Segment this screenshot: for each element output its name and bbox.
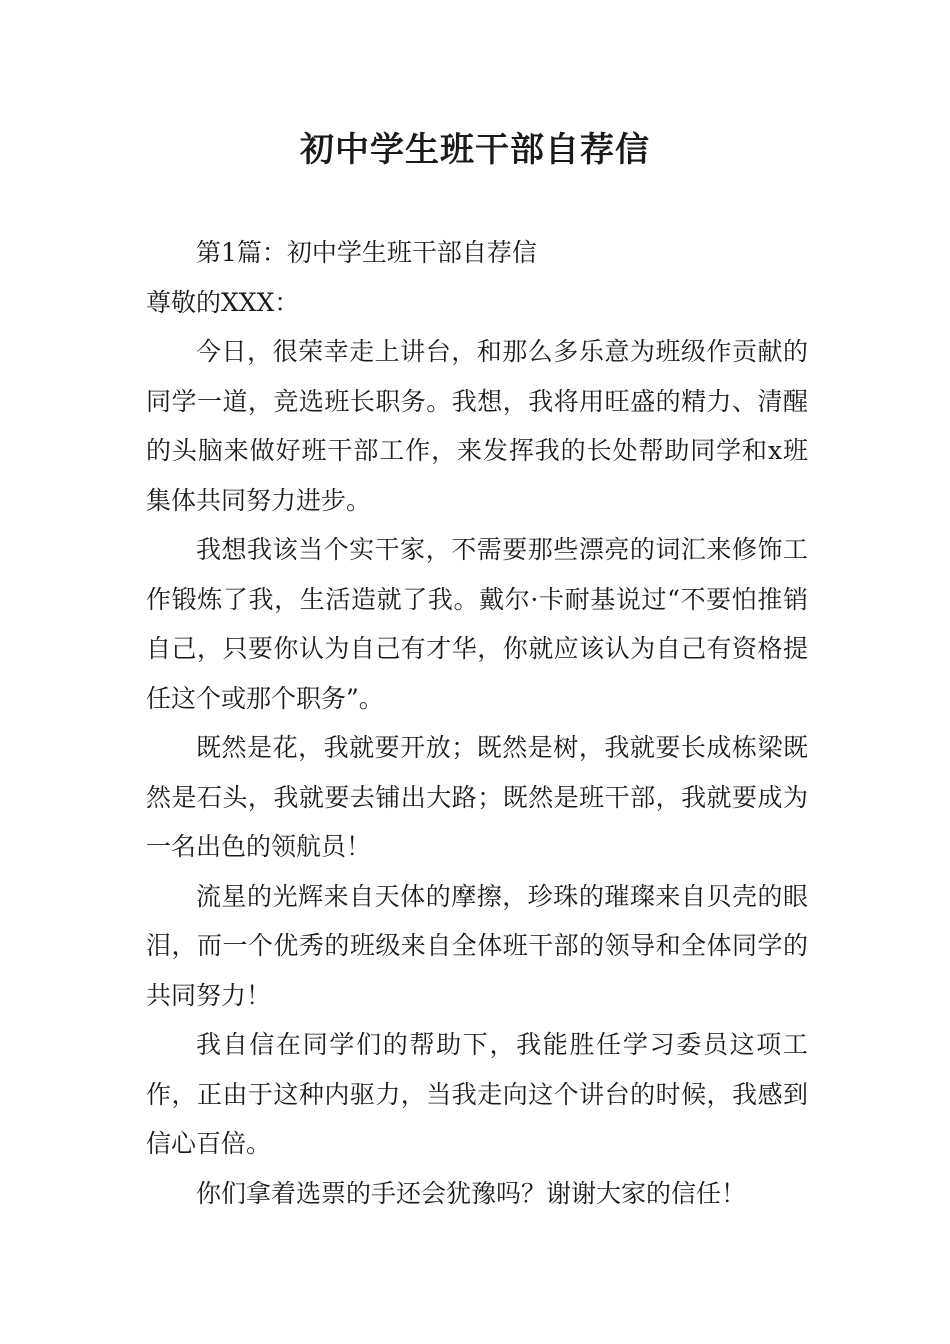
- paragraph: 我想我该当个实干家，不需要那些漂亮的词汇来修饰工作锻炼了我，生活造就了我。戴尔·卡耐基说过“不要怕推销自己，只要你认为自己有才华，你就应该认为自己有资格提任这个或那个职务”。: [146, 535, 808, 713]
- salutation: 尊敬的XXX：: [146, 287, 300, 317]
- paragraph: 今日，很荣幸走上讲台，和那么多乐意为班级作贡献的同学一道，竞选班长职务。我想，我将用旺盛的精力、清醒的头脑来做好班干部工作，来发挥我的长处帮助同学和x班集体共同努力进步。: [146, 337, 808, 515]
- document-body: [146, 228, 808, 1218]
- section-heading: 第1篇：初中学生班干部自荐信: [196, 238, 537, 267]
- document-title: 初中学生班干部自荐信: [300, 130, 650, 170]
- paragraph: 我自信在同学们的帮助下，我能胜任学习委员这项工作，正由于这种内驱力，当我走向这个讲台的时候，我感到信心百倍。: [146, 1030, 808, 1158]
- paragraph: 既然是花，我就要开放；既然是树，我就要长成栋梁既然是石头，我就要去铺出大路；既然是班干部，我就要成为一名出色的领航员！: [146, 733, 808, 861]
- paragraph: 你们拿着选票的手还会犹豫吗？谢谢大家的信任！: [196, 1178, 747, 1208]
- paragraph: 流星的光辉来自天体的摩擦，珍珠的璀璨来自贝壳的眼泪，而一个优秀的班级来自全体班干部的领导和全体同学的共同努力！: [146, 881, 808, 1010]
